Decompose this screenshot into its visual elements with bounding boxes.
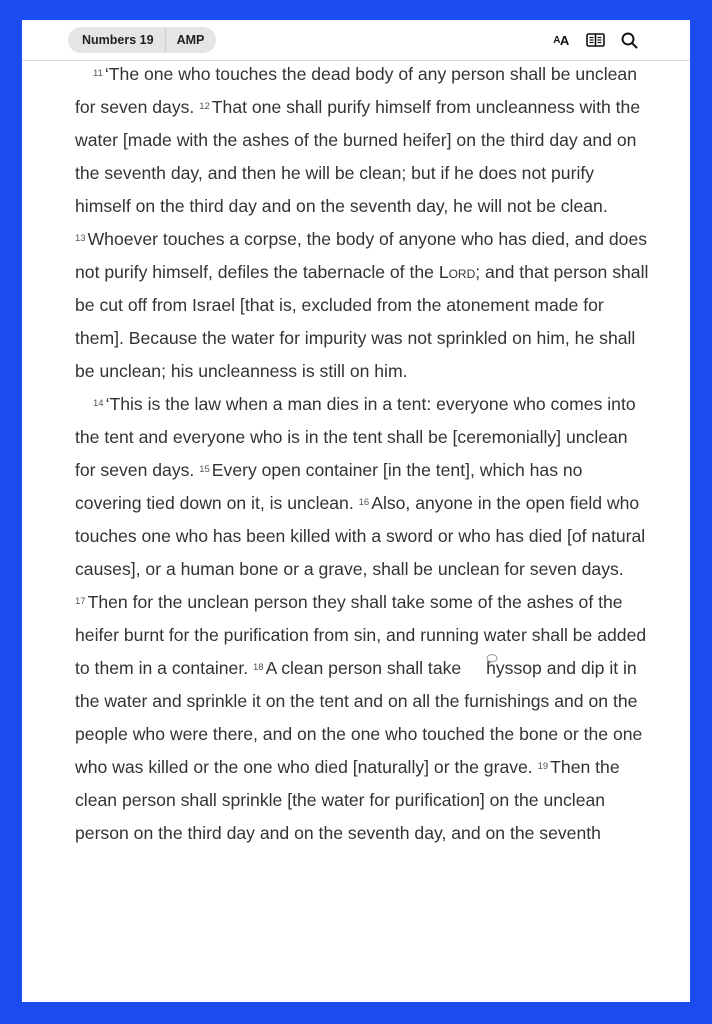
note-bubble-icon-svg: [486, 654, 498, 664]
verse-number[interactable]: 19: [537, 761, 549, 772]
verse-text[interactable]: hyssop and dip it in the water and sprinkle it on the tent and on all the furnishings and on the people who were there, and on the one who touched the bone or the one who was killed or the one who died [naturally] or the grave.: [75, 658, 643, 777]
verse-number[interactable]: 15: [199, 464, 210, 475]
verse-number[interactable]: 12: [199, 101, 210, 112]
verse-text[interactable]: ‘The one who touches the dead body of any person shall be unclean for seven days.: [75, 64, 637, 117]
note-bubble-icon[interactable]: [468, 642, 480, 652]
verse-text[interactable]: Every open container [in the tent], which has no covering tied down on it, is unclean.: [75, 460, 583, 513]
paragraph-verses-14-19: [75, 388, 650, 850]
verse-text[interactable]: ; and that person shall be cut off from Israel [that is, excluded from the atonement made for them]. Because the water for impurity was not sprinkled on him, he shall be unclean; his uncleanness is still on him.: [75, 262, 649, 381]
scripture-text: [75, 58, 650, 850]
verse-text[interactable]: Whoever touches a corpse, the body of anyone who has died, and does not purify himself, defiles the tabernacle of the: [75, 229, 648, 282]
text-size-small-a: A: [553, 34, 560, 46]
verse-text[interactable]: A clean person shall take: [265, 658, 462, 678]
verse-text[interactable]: Then for the unclean person they shall take some of the ashes of the heifer burnt for the purification from sin, and running water shall be added to them in a container.: [75, 592, 647, 678]
search-icon[interactable]: [618, 29, 640, 51]
verse-number[interactable]: 14: [93, 398, 104, 409]
verse-number[interactable]: 11: [93, 68, 103, 79]
verse-text[interactable]: Also, anyone in the open field who touches one who has been killed with a sword or who has died [of natural causes], or a human bone or a grave, shall be unclean for seven days.: [75, 493, 646, 579]
passage-selector: [68, 27, 216, 53]
toolbar-actions: [550, 29, 640, 51]
text-size-big-a: A: [559, 32, 569, 48]
verse-number[interactable]: 17: [75, 596, 86, 607]
verse-text[interactable]: That one shall purify himself from uncleanness with the water [made with the ashes of the burned heifer] on the third day and on the seventh day, and then he will be clean; but if he does not purify himself on the third day and on the seventh day, he will not be clean.: [75, 97, 641, 216]
divine-name[interactable]: Lord: [438, 262, 476, 282]
verse-text[interactable]: Then the clean person shall sprinkle [the water for purification] on the unclean person on the third day and on the seventh day, and on the seventh: [75, 757, 620, 843]
paragraph-verses-11-13: [75, 58, 650, 388]
parallel-view-icon-svg: [586, 33, 605, 47]
verse-text[interactable]: ‘This is the law when a man dies in a tent: everyone who comes into the tent and everyone who is in the tent shall be [ceremonially] unclean for seven days.: [75, 394, 636, 480]
parallel-view-icon[interactable]: [584, 29, 606, 51]
verse-number[interactable]: 13: [75, 233, 86, 244]
text-size-icon[interactable]: [550, 29, 572, 51]
verse-number[interactable]: 16: [358, 497, 370, 508]
book-chapter-button[interactable]: Numbers 19: [82, 33, 154, 47]
top-toolbar: [22, 20, 690, 61]
reader-page: [22, 20, 690, 1002]
verse-number[interactable]: 18: [253, 662, 264, 673]
search-icon-svg: [621, 32, 638, 49]
version-button[interactable]: AMP: [176, 33, 205, 47]
